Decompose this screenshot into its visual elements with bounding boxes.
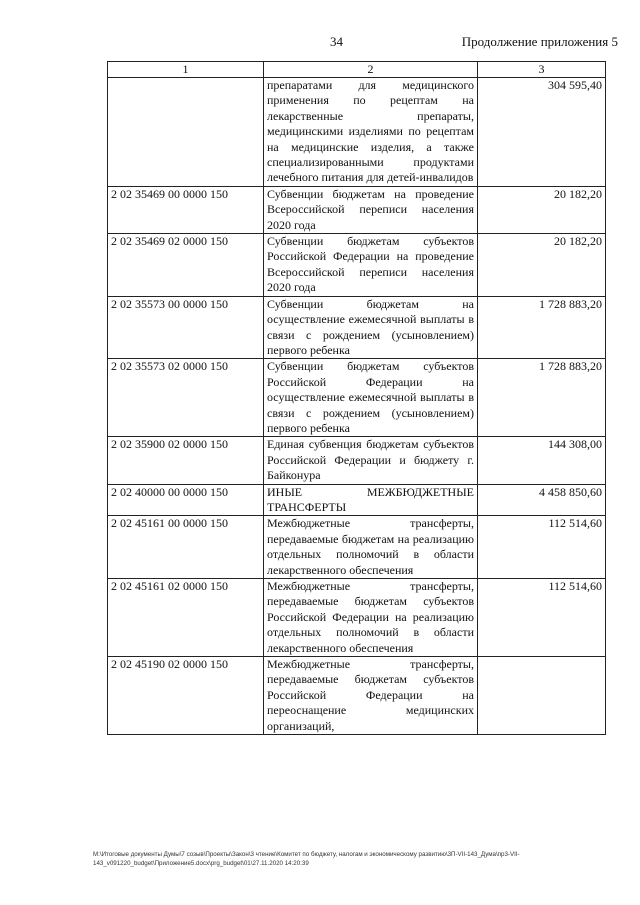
page-number: 34: [330, 34, 343, 49]
table-row: [108, 78, 606, 187]
file-path-footer: [93, 850, 613, 868]
table-row: [108, 359, 606, 437]
row-name: Межбюджетные трансферты, передаваемые бюджетам субъектов Российской Федерации на переоснащение медицинских организаций,: [264, 657, 478, 735]
table-row: [108, 579, 606, 657]
budget-table: [107, 61, 606, 735]
column-header-amount: 3: [478, 62, 606, 78]
row-code: 2 02 35573 02 0000 150: [108, 359, 264, 437]
row-code: 2 02 40000 00 0000 150: [108, 484, 264, 516]
table-row: [108, 234, 606, 297]
row-amount: 304 595,40: [478, 78, 606, 187]
row-amount: 1 728 883,20: [478, 296, 606, 359]
table-row: [108, 516, 606, 579]
row-code: 2 02 35573 00 0000 150: [108, 296, 264, 359]
table-header-row: [108, 62, 606, 78]
row-name: Единая субвенция бюджетам субъектов Российской Федерации и бюджету г. Байконура: [264, 437, 478, 484]
row-code: 2 02 35469 02 0000 150: [108, 234, 264, 297]
table-row: [108, 186, 606, 233]
row-name: Межбюджетные трансферты, передаваемые бюджетам субъектов Российской Федерации на реализацию отдельных полномочий в области лекарственного обеспечения: [264, 579, 478, 657]
row-amount: 20 182,20: [478, 234, 606, 297]
row-amount: 144 308,00: [478, 437, 606, 484]
row-code: [108, 78, 264, 187]
row-amount: 20 182,20: [478, 186, 606, 233]
row-amount: 4 458 850,60: [478, 484, 606, 516]
row-code: 2 02 35900 02 0000 150: [108, 437, 264, 484]
row-name: Межбюджетные трансферты, передаваемые бюджетам на реализацию отдельных полномочий в области лекарственного обеспечения: [264, 516, 478, 579]
column-header-code: 1: [108, 62, 264, 78]
row-name: Субвенции бюджетам на проведение Всероссийской переписи населения 2020 года: [264, 186, 478, 233]
table-row: [108, 437, 606, 484]
column-header-name: 2: [264, 62, 478, 78]
row-amount: 112 514,60: [478, 516, 606, 579]
file-path-line: M:\Итоговые документы Думы\7 созыв\Проекты\Закон\3 чтение\Комитет по бюджету, налогам и экономическому развитию\3П-VII-143_Дума\пр3-VII-: [93, 851, 520, 858]
row-name: Субвенции бюджетам субъектов Российской Федерации на проведение Всероссийской переписи населения 2020 года: [264, 234, 478, 297]
row-code: 2 02 45161 00 0000 150: [108, 516, 264, 579]
continuation-label: Продолжение приложения 5: [461, 34, 618, 49]
row-code: 2 02 45190 02 0000 150: [108, 657, 264, 735]
row-code: 2 02 35469 00 0000 150: [108, 186, 264, 233]
row-amount: [478, 657, 606, 735]
row-name: Субвенции бюджетам субъектов Российской Федерации на осуществление ежемесячной выплаты в связи с рождением (усыновлением) первого ребенка: [264, 359, 478, 437]
row-amount: 1 728 883,20: [478, 359, 606, 437]
table-row: [108, 657, 606, 735]
row-code: 2 02 45161 02 0000 150: [108, 579, 264, 657]
row-name: Субвенции бюджетам на осуществление ежемесячной выплаты в связи с рождением (усыновлением) первого ребенка: [264, 296, 478, 359]
file-path-line: 143_v091220_budget\Приложение5.docx\prg_budget\01\27.11.2020 14:20:39: [93, 860, 309, 867]
table-row: [108, 484, 606, 516]
row-amount: 112 514,60: [478, 579, 606, 657]
row-name: препаратами для медицинского применения по рецептам на лекарственные препараты, медицинскими изделиями по рецептам на медицинские изделия, а также специализированными продуктами лечебного питания для детей-инвалидов: [264, 78, 478, 187]
row-name: ИНЫЕ МЕЖБЮДЖЕТНЫЕ ТРАНСФЕРТЫ: [264, 484, 478, 516]
table-row: [108, 296, 606, 359]
